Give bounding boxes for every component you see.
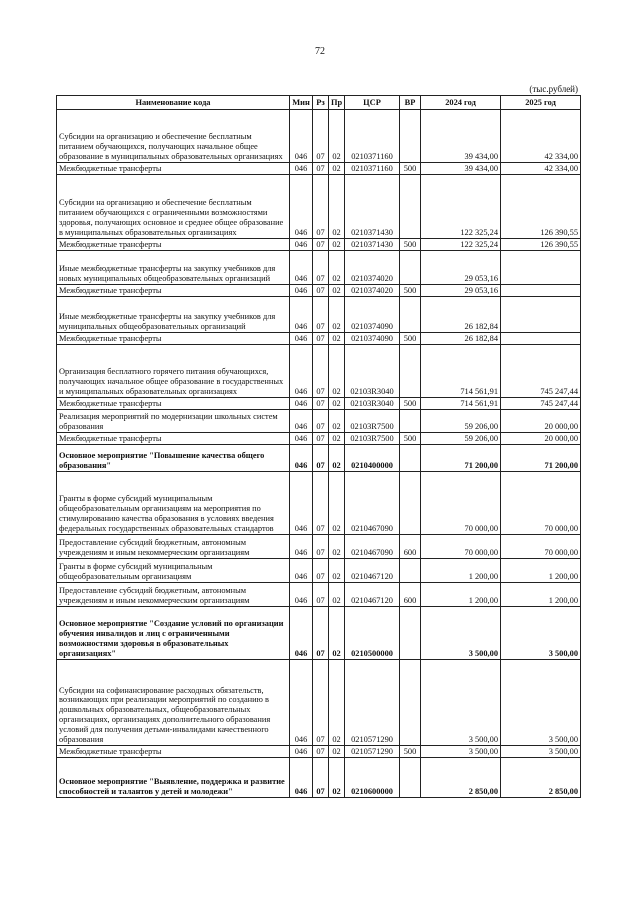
cell-2024: 3 500,00 (421, 660, 501, 746)
cell-csr: 0210374020 (345, 251, 400, 285)
cell-name: Межбюджетные трансферты (57, 239, 290, 251)
cell-rz: 07 (313, 746, 329, 758)
cell-2024: 29 053,16 (421, 285, 501, 297)
cell-rz: 07 (313, 535, 329, 559)
cell-rz: 07 (313, 297, 329, 333)
cell-2025 (501, 285, 581, 297)
cell-name: Гранты в форме субсидий муниципальным общеобразовательным организациям на мероприятия по стимулированию качества образования в условиях введения федеральных государственных образовательных стандартов (57, 472, 290, 535)
cell-rz: 07 (313, 472, 329, 535)
cell-2025 (501, 251, 581, 285)
col-header-2024: 2024 год (421, 96, 501, 110)
cell-min: 046 (290, 285, 313, 297)
cell-vr (400, 472, 421, 535)
cell-min: 046 (290, 163, 313, 175)
col-header-2025: 2025 год (501, 96, 581, 110)
cell-name: Субсидии на организацию и обеспечение бесплатным питанием обучающихся с ограниченными возможностями здоровья, получающих основное и среднее общее образование в муниципальных образовательных организациях (57, 175, 290, 239)
cell-vr: 500 (400, 239, 421, 251)
cell-name: Предоставление субсидий бюджетным, автономным учреждениям и иным некоммерческим организациям (57, 535, 290, 559)
cell-pr: 02 (329, 285, 345, 297)
cell-csr: 02103R7500 (345, 433, 400, 445)
cell-2025: 3 500,00 (501, 746, 581, 758)
cell-2024: 1 200,00 (421, 559, 501, 583)
cell-2024: 71 200,00 (421, 445, 501, 472)
cell-csr: 0210374090 (345, 333, 400, 345)
cell-pr: 02 (329, 433, 345, 445)
cell-2024: 26 182,84 (421, 297, 501, 333)
cell-vr: 500 (400, 398, 421, 410)
cell-csr: 0210571290 (345, 660, 400, 746)
cell-2025: 3 500,00 (501, 607, 581, 660)
cell-pr: 02 (329, 110, 345, 163)
cell-vr (400, 410, 421, 433)
cell-name: Организация бесплатного горячего питания обучающихся, получающих начальное общее образование в государственных и муниципальных образовательных организациях (57, 345, 290, 398)
col-header-pr: Пр (329, 96, 345, 110)
cell-pr: 02 (329, 333, 345, 345)
cell-vr: 500 (400, 333, 421, 345)
cell-name: Иные межбюджетные трансферты на закупку учебников для муниципальных общеобразовательных организаций (57, 297, 290, 333)
cell-min: 046 (290, 746, 313, 758)
cell-min: 046 (290, 433, 313, 445)
cell-name: Межбюджетные трансферты (57, 746, 290, 758)
cell-pr: 02 (329, 239, 345, 251)
cell-2024: 714 561,91 (421, 345, 501, 398)
cell-pr: 02 (329, 583, 345, 607)
table-row (57, 472, 581, 535)
cell-csr: 0210374020 (345, 285, 400, 297)
cell-rz: 07 (313, 163, 329, 175)
cell-2024: 29 053,16 (421, 251, 501, 285)
cell-vr: 600 (400, 583, 421, 607)
cell-csr: 0210467090 (345, 535, 400, 559)
cell-min: 046 (290, 410, 313, 433)
cell-name: Межбюджетные трансферты (57, 163, 290, 175)
cell-rz: 07 (313, 175, 329, 239)
cell-2024: 2 850,00 (421, 758, 501, 798)
table-row (57, 175, 581, 239)
cell-min: 046 (290, 559, 313, 583)
cell-rz: 07 (313, 345, 329, 398)
table-row (57, 758, 581, 798)
cell-csr: 0210571290 (345, 746, 400, 758)
cell-pr: 02 (329, 535, 345, 559)
cell-min: 046 (290, 535, 313, 559)
cell-rz: 07 (313, 607, 329, 660)
table-row (57, 559, 581, 583)
cell-rz: 07 (313, 398, 329, 410)
cell-name: Основное мероприятие "Создание условий по организации обучения инвалидов и лиц с ограниченными возможностями здоровья в образовательных организациях" (57, 607, 290, 660)
table-row (57, 239, 581, 251)
table-row (57, 607, 581, 660)
col-header-min: Мин (290, 96, 313, 110)
table-row (57, 445, 581, 472)
header-row (57, 96, 581, 110)
cell-pr: 02 (329, 607, 345, 660)
budget-table (56, 95, 581, 798)
cell-name: Реализация мероприятий по модернизации школьных систем образования (57, 410, 290, 433)
cell-2025: 3 500,00 (501, 660, 581, 746)
table-row (57, 345, 581, 398)
cell-min: 046 (290, 583, 313, 607)
cell-min: 046 (290, 251, 313, 285)
cell-pr: 02 (329, 559, 345, 583)
cell-csr: 0210371430 (345, 239, 400, 251)
cell-rz: 07 (313, 285, 329, 297)
cell-2025 (501, 297, 581, 333)
cell-2025: 1 200,00 (501, 583, 581, 607)
cell-vr (400, 559, 421, 583)
cell-pr: 02 (329, 660, 345, 746)
cell-min: 046 (290, 398, 313, 410)
cell-vr (400, 297, 421, 333)
table-row (57, 333, 581, 345)
cell-2025: 20 000,00 (501, 410, 581, 433)
cell-vr (400, 660, 421, 746)
cell-min: 046 (290, 175, 313, 239)
cell-csr: 02103R3040 (345, 398, 400, 410)
cell-pr: 02 (329, 410, 345, 433)
cell-2025: 70 000,00 (501, 472, 581, 535)
cell-name: Предоставление субсидий бюджетным, автономным учреждениям и иным некоммерческим организациям (57, 583, 290, 607)
cell-pr: 02 (329, 251, 345, 285)
cell-min: 046 (290, 333, 313, 345)
cell-pr: 02 (329, 163, 345, 175)
cell-vr (400, 251, 421, 285)
cell-csr: 0210467090 (345, 472, 400, 535)
cell-vr: 500 (400, 746, 421, 758)
cell-vr (400, 175, 421, 239)
cell-pr: 02 (329, 445, 345, 472)
cell-2025: 126 390,55 (501, 175, 581, 239)
table-row (57, 583, 581, 607)
cell-rz: 07 (313, 758, 329, 798)
cell-2025: 42 334,00 (501, 110, 581, 163)
cell-min: 046 (290, 345, 313, 398)
cell-rz: 07 (313, 410, 329, 433)
cell-2025: 1 200,00 (501, 559, 581, 583)
cell-vr (400, 345, 421, 398)
table-row (57, 251, 581, 285)
cell-rz: 07 (313, 251, 329, 285)
cell-min: 046 (290, 239, 313, 251)
cell-vr (400, 445, 421, 472)
table-row (57, 297, 581, 333)
cell-pr: 02 (329, 297, 345, 333)
col-header-rz: Рз (313, 96, 329, 110)
cell-pr: 02 (329, 175, 345, 239)
table-row (57, 110, 581, 163)
cell-vr (400, 110, 421, 163)
cell-name: Субсидии на софинансирование расходных обязательств, возникающих при реализации мероприятий по созданию в дошкольных образовательных, общеобразовательных организациях, организациях дополнительного образования условий для получения детьми-инвалидами качественного образования (57, 660, 290, 746)
cell-csr: 02103R7500 (345, 410, 400, 433)
cell-name: Межбюджетные трансферты (57, 333, 290, 345)
cell-pr: 02 (329, 398, 345, 410)
cell-vr (400, 758, 421, 798)
table-row (57, 398, 581, 410)
cell-2024: 714 561,91 (421, 398, 501, 410)
col-header-csr: ЦСР (345, 96, 400, 110)
cell-min: 046 (290, 758, 313, 798)
cell-2024: 122 325,24 (421, 175, 501, 239)
col-header-name: Наименование кода (57, 96, 290, 110)
cell-rz: 07 (313, 110, 329, 163)
cell-2024: 3 500,00 (421, 746, 501, 758)
cell-name: Межбюджетные трансферты (57, 433, 290, 445)
cell-2025: 745 247,44 (501, 345, 581, 398)
cell-csr: 0210371160 (345, 110, 400, 163)
cell-min: 046 (290, 297, 313, 333)
cell-csr: 0210600000 (345, 758, 400, 798)
cell-2025: 745 247,44 (501, 398, 581, 410)
cell-2025: 20 000,00 (501, 433, 581, 445)
table-row (57, 433, 581, 445)
cell-min: 046 (290, 472, 313, 535)
cell-pr: 02 (329, 472, 345, 535)
cell-2024: 39 434,00 (421, 163, 501, 175)
cell-2025: 42 334,00 (501, 163, 581, 175)
cell-pr: 02 (329, 345, 345, 398)
table-row (57, 660, 581, 746)
cell-2024: 3 500,00 (421, 607, 501, 660)
cell-2024: 39 434,00 (421, 110, 501, 163)
cell-vr: 600 (400, 535, 421, 559)
units-label: (тыс.рублей) (529, 84, 578, 94)
cell-csr: 0210400000 (345, 445, 400, 472)
table-row (57, 535, 581, 559)
cell-vr (400, 607, 421, 660)
table-row (57, 410, 581, 433)
cell-rz: 07 (313, 583, 329, 607)
cell-2025: 70 000,00 (501, 535, 581, 559)
cell-min: 046 (290, 110, 313, 163)
cell-pr: 02 (329, 746, 345, 758)
cell-min: 046 (290, 607, 313, 660)
cell-2024: 59 206,00 (421, 433, 501, 445)
cell-csr: 0210467120 (345, 559, 400, 583)
cell-2025: 126 390,55 (501, 239, 581, 251)
cell-csr: 0210500000 (345, 607, 400, 660)
cell-name: Межбюджетные трансферты (57, 285, 290, 297)
cell-vr: 500 (400, 163, 421, 175)
cell-name: Межбюджетные трансферты (57, 398, 290, 410)
cell-2024: 59 206,00 (421, 410, 501, 433)
page-number: 72 (315, 46, 325, 57)
cell-name: Иные межбюджетные трансферты на закупку учебников для новых муниципальных общеобразовательных организаций (57, 251, 290, 285)
cell-name: Субсидии на организацию и обеспечение бесплатным питанием обучающихся, получающих начальное общее образование в муниципальных образовательных организациях (57, 110, 290, 163)
table-row (57, 163, 581, 175)
cell-2024: 1 200,00 (421, 583, 501, 607)
cell-pr: 02 (329, 758, 345, 798)
table-row (57, 746, 581, 758)
cell-rz: 07 (313, 445, 329, 472)
cell-rz: 07 (313, 433, 329, 445)
cell-csr: 0210371160 (345, 163, 400, 175)
cell-2024: 122 325,24 (421, 239, 501, 251)
table-row (57, 285, 581, 297)
cell-2024: 26 182,84 (421, 333, 501, 345)
cell-2025: 71 200,00 (501, 445, 581, 472)
cell-rz: 07 (313, 333, 329, 345)
cell-rz: 07 (313, 660, 329, 746)
cell-csr: 0210374090 (345, 297, 400, 333)
cell-csr: 0210371430 (345, 175, 400, 239)
cell-csr: 02103R3040 (345, 345, 400, 398)
cell-name: Гранты в форме субсидий муниципальным общеобразовательным организациям (57, 559, 290, 583)
cell-min: 046 (290, 660, 313, 746)
cell-2024: 70 000,00 (421, 472, 501, 535)
cell-min: 046 (290, 445, 313, 472)
cell-rz: 07 (313, 239, 329, 251)
cell-rz: 07 (313, 559, 329, 583)
cell-name: Основное мероприятие "Повышение качества общего образования" (57, 445, 290, 472)
cell-vr: 500 (400, 285, 421, 297)
cell-2025: 2 850,00 (501, 758, 581, 798)
cell-csr: 0210467120 (345, 583, 400, 607)
cell-2024: 70 000,00 (421, 535, 501, 559)
cell-name: Основное мероприятие "Выявление, поддержка и развитие способностей и талантов у детей и молодежи" (57, 758, 290, 798)
cell-2025 (501, 333, 581, 345)
col-header-vr: ВР (400, 96, 421, 110)
cell-vr: 500 (400, 433, 421, 445)
